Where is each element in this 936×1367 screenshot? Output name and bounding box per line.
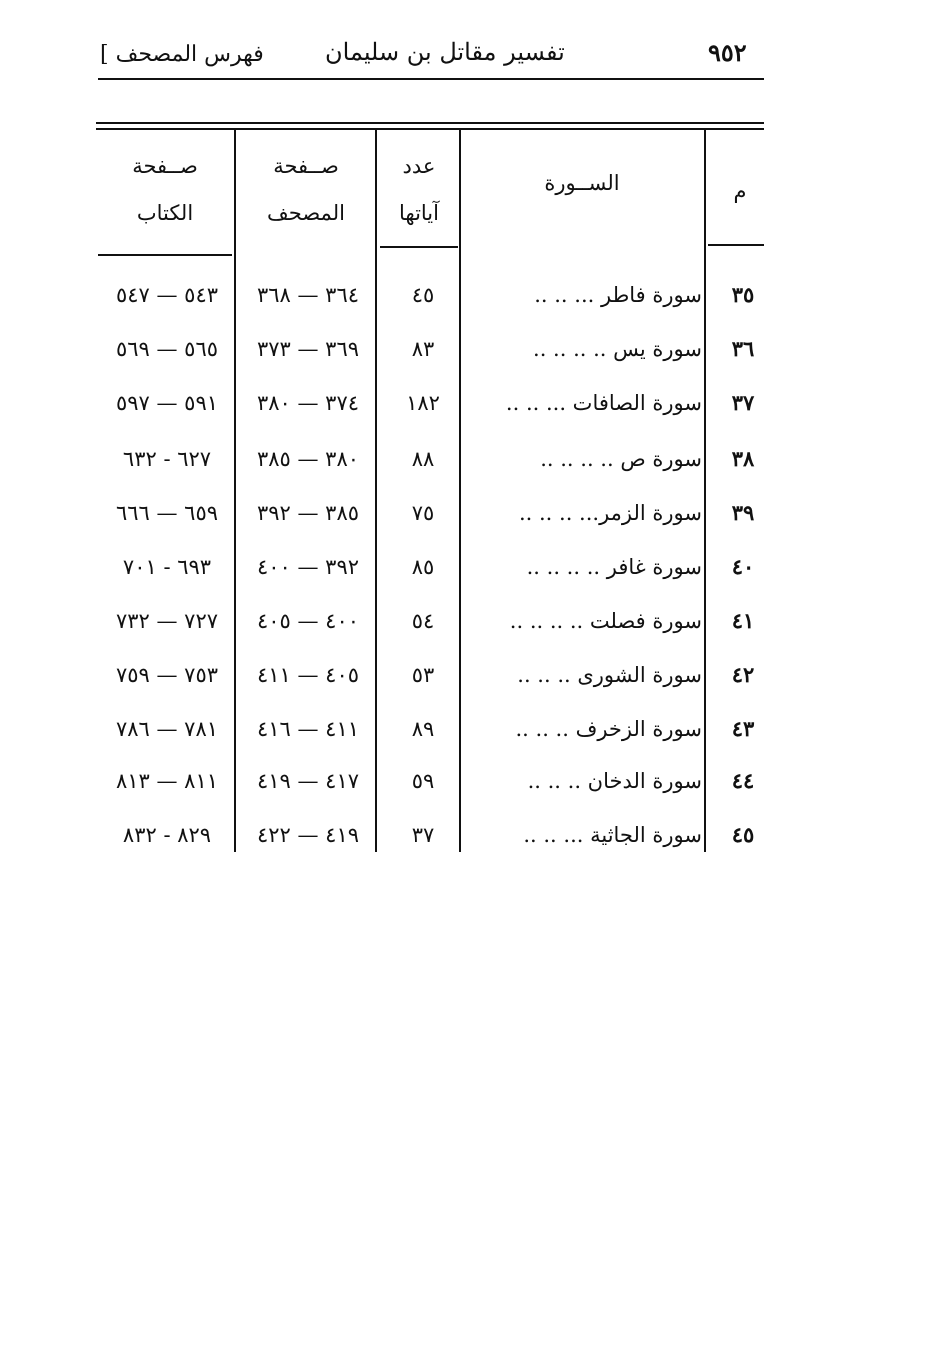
table-top-rule-2 [96,128,764,130]
surah-name: سورة الزخرف .. .. .. [515,717,702,741]
surah-name: سورة غافر .. .. .. .. [526,555,702,579]
mushaf-pages: ٣٨٠ — ٣٨٥ [256,447,360,471]
ayat-count: ٨٨ [411,447,435,471]
divider-num-surah [704,130,706,852]
ayat-count: ٥٣ [411,663,435,687]
column-header-mushaf-2: المصحف [267,201,345,225]
surah-name: سورة الصافات ... .. .. [505,391,702,415]
ayat-count: ٣٧ [411,823,435,847]
header-underline-kitab [98,254,232,256]
row-number: ٣٧ [731,390,755,415]
header-underline-num [708,244,764,246]
ayat-count: ٤٥ [411,283,435,307]
section-title: [ فهرس المصحف [100,42,264,67]
ayat-count: ٥٤ [411,609,435,633]
surah-name: سورة فاطر ... .. .. [534,283,702,307]
surah-name: سورة ص .. .. .. .. [540,447,702,471]
ayat-count: ٨٥ [411,555,435,579]
kitab-pages: ٨١١ — ٨١٣ [115,769,219,793]
row-number: ٤٠ [731,554,755,579]
column-header-kitab-2: الكتاب [136,201,194,225]
mushaf-pages: ٤١١ — ٤١٦ [256,717,360,741]
row-number: ٣٥ [731,282,755,307]
mushaf-pages: ٣٦٩ — ٣٧٣ [256,337,360,361]
mushaf-pages: ٣٦٤ — ٣٦٨ [256,283,360,307]
mushaf-pages: ٣٩٢ — ٤٠٠ [256,555,360,579]
kitab-pages: ٧٨١ — ٧٨٦ [115,717,219,741]
kitab-pages: ٦٩٣ - ٧٠١ [122,555,212,579]
column-header-surah: الســورة [544,171,620,195]
mushaf-pages: ٤٠٠ — ٤٠٥ [256,609,360,633]
kitab-pages: ٧٢٧ — ٧٣٢ [115,609,219,633]
mushaf-pages: ٣٨٥ — ٣٩٢ [256,501,360,525]
kitab-pages: ٥٦٥ — ٥٦٩ [115,337,219,361]
column-header-mushaf-1: صــفحة [273,154,339,178]
row-number: ٣٨ [731,446,755,471]
ayat-count: ٨٣ [411,337,435,361]
surah-name: سورة الجاثية ... .. .. [523,823,702,847]
row-number: ٤٢ [731,662,755,687]
mushaf-pages: ٤١٩ — ٤٢٢ [256,823,360,847]
column-header-ayat-2: آياتها [398,201,439,225]
header-rule [98,78,764,80]
ayat-count: ٧٥ [411,501,435,525]
book-title: تفسير مقاتل بن سليمان [325,38,565,66]
ayat-count: ٥٩ [411,769,435,793]
kitab-pages: ٦٢٧ - ٦٣٢ [122,447,212,471]
table-top-rule [96,122,764,124]
surah-name: سورة يس .. .. .. .. [533,337,702,361]
mushaf-pages: ٣٧٤ — ٣٨٠ [256,391,360,415]
surah-name: سورة فصلت .. .. .. .. [509,609,702,633]
column-header-ayat-1: عدد [402,154,436,178]
kitab-pages: ٨٢٩ - ٨٣٢ [122,823,212,847]
page-number: ٩٥٢ [708,38,747,67]
surah-name: سورة الزمر... .. .. .. [518,501,702,525]
divider-mushaf-kitab [234,130,236,852]
row-number: ٣٦ [731,336,755,361]
kitab-pages: ٥٤٣ — ٥٤٧ [115,283,219,307]
row-number: ٤١ [731,608,755,633]
ayat-count: ١٨٢ [406,391,440,415]
surah-name: سورة الدخان .. .. .. [527,769,702,793]
column-header-kitab-1: صــفحة [132,154,198,178]
mushaf-pages: ٤١٧ — ٤١٩ [256,769,360,793]
kitab-pages: ٥٩١ — ٥٩٧ [115,391,219,415]
row-number: ٤٣ [731,716,755,741]
kitab-pages: ٧٥٣ — ٧٥٩ [115,663,219,687]
row-number: ٤٥ [731,822,755,847]
row-number: ٣٩ [731,500,755,525]
divider-surah-ayat [459,130,461,852]
ayat-count: ٨٩ [411,717,435,741]
kitab-pages: ٦٥٩ — ٦٦٦ [115,501,219,525]
column-header-num: م [733,179,747,203]
surah-name: سورة الشورى .. .. .. [517,663,702,687]
mushaf-pages: ٤٠٥ — ٤١١ [256,663,360,687]
row-number: ٤٤ [731,768,755,793]
header-underline-ayat [380,246,458,248]
